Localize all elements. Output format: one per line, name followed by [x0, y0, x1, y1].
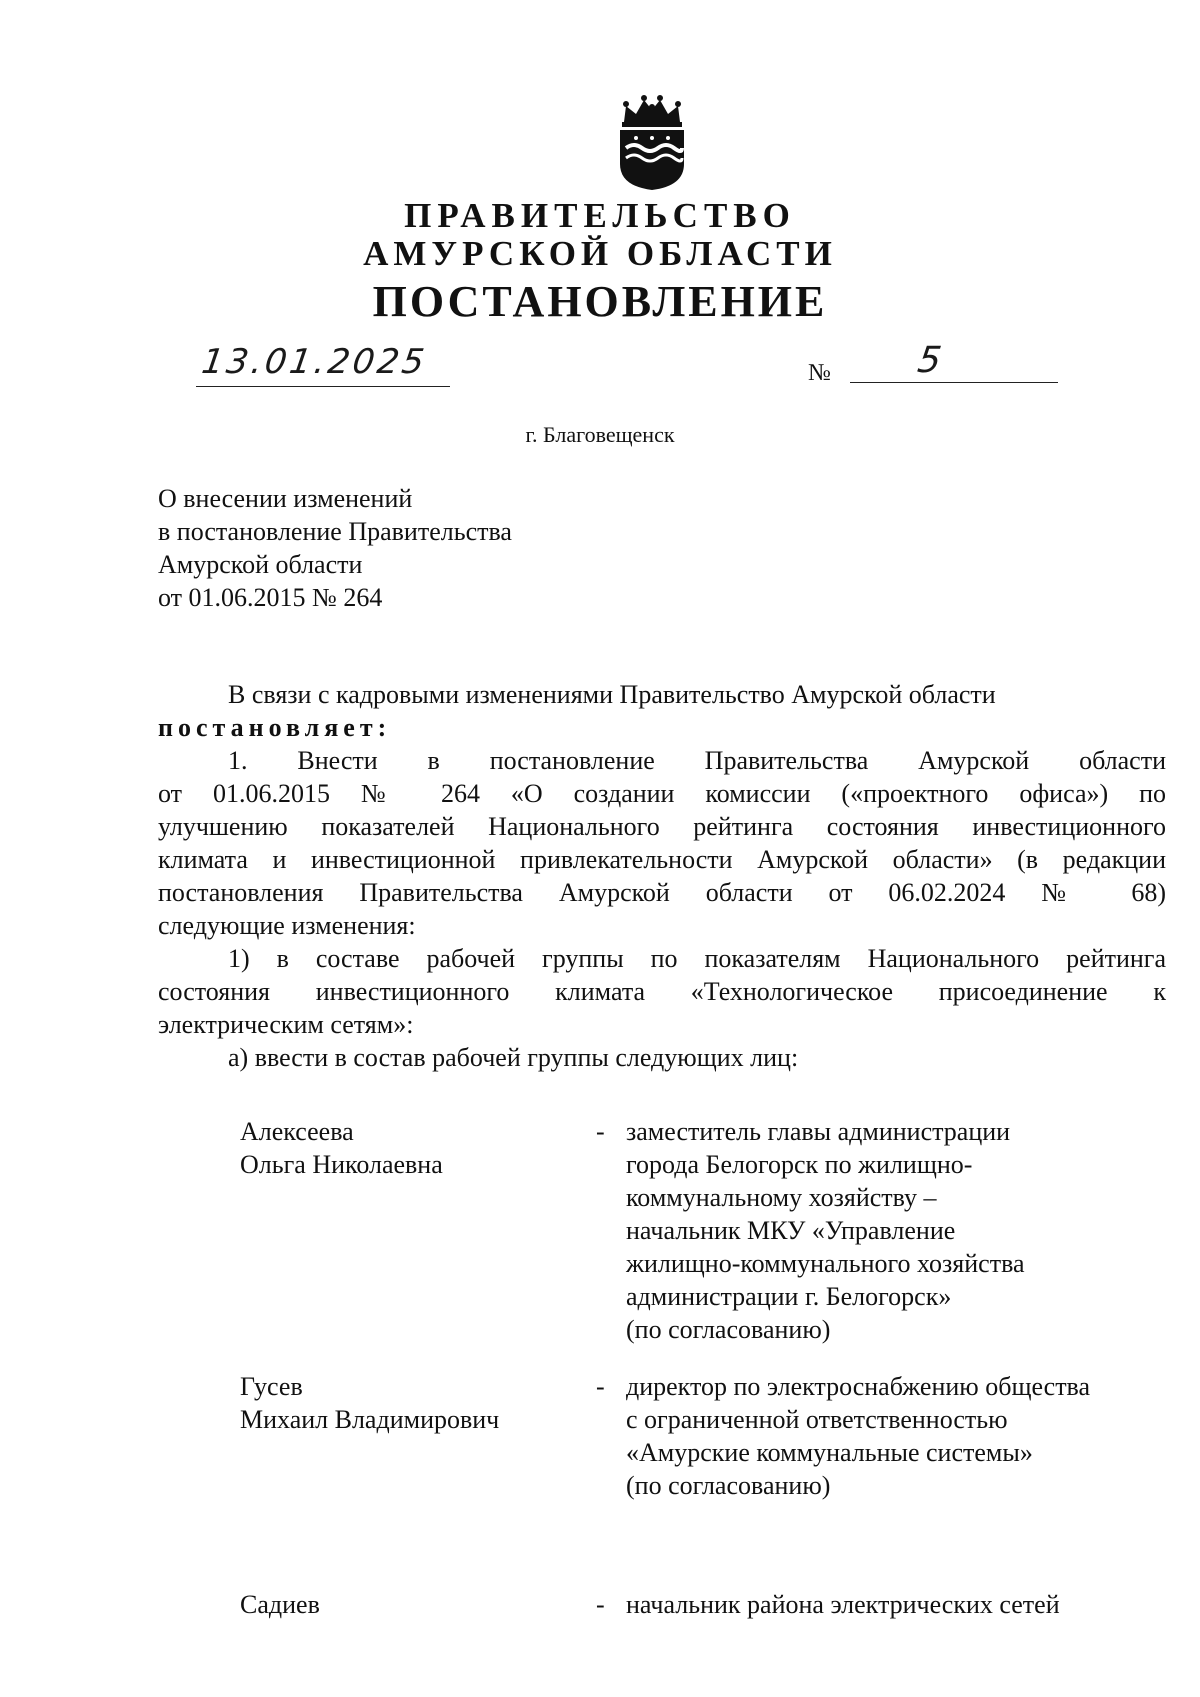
member-role-line: директор по электроснабжению общества [626, 1372, 1091, 1401]
member-role-line: жилищно-коммунального хозяйства [626, 1249, 1025, 1278]
member-role-line: (по согласованию) [626, 1471, 831, 1500]
member-role-line: начальник МКУ «Управление [626, 1216, 956, 1245]
decree-body [158, 678, 1166, 1074]
item1-line: улучшению показателей Национального рейтинга состояния инвестиционного [158, 812, 1166, 841]
item1-line: 1. Внести в постановление Правительства Амурской области [228, 746, 1166, 775]
member-role-line: «Амурские коммунальные системы» [626, 1438, 1033, 1467]
subitem1-line: состояния инвестиционного климата «Технологическое присоединение к [158, 977, 1166, 1006]
preamble-text: В связи с кадровыми изменениями Правительство Амурской области [228, 680, 996, 709]
item1-line: климата и инвестиционной привлекательности Амурской области» (в редакции [158, 845, 1166, 874]
subitem1-line: 1) в составе рабочей группы по показателям Национального рейтинга [228, 944, 1166, 973]
member-dash: - [596, 1590, 605, 1619]
item1-line: от 01.06.2015 № 264 «О создании комиссии («проектного офиса») по [158, 779, 1166, 808]
member-surname: Гусев [240, 1372, 303, 1401]
member-role-line: заместитель главы администрации [626, 1117, 1011, 1146]
decree-number-field [850, 340, 1058, 383]
decree-city: г. Благовещенск [525, 422, 675, 447]
member-role-line: начальник района электрических сетей [626, 1590, 1060, 1619]
member-given-names: Михаил Владимирович [240, 1405, 500, 1434]
subject-line: О внесении изменений [158, 484, 413, 513]
item1-line: следующие изменения: [158, 911, 416, 940]
decree-number-label: № [808, 360, 831, 386]
decree-date-field [196, 342, 450, 387]
member-role [626, 1115, 1025, 1346]
member-given-names: Ольга Николаевна [240, 1150, 443, 1179]
member-role-line: коммунальному хозяйству – [626, 1183, 937, 1212]
member-role-line: с ограниченной ответственностью [626, 1405, 1008, 1434]
member-name [240, 1370, 499, 1436]
document-type-title: ПОСТАНОВЛЕНИЕ [372, 277, 828, 326]
member-surname: Садиев [240, 1590, 320, 1619]
member-role-line: администрации г. Белогорск» [626, 1282, 952, 1311]
member-role-line: города Белогорск по жилищно- [626, 1150, 973, 1179]
coat-of-arms-emblem-icon [612, 92, 692, 192]
member-role [626, 1588, 1060, 1621]
subject-line: в постановление Правительства [158, 517, 512, 546]
government-name-line1: ПРАВИТЕЛЬСТВО [404, 196, 796, 235]
subitem-a-text: а) ввести в состав рабочей группы следующих лиц: [228, 1043, 799, 1072]
member-name [240, 1115, 443, 1181]
resolves-word: постановляет: [158, 713, 392, 742]
member-role-line: (по согласованию) [626, 1315, 831, 1344]
subject-line: от 01.06.2015 № 264 [158, 583, 383, 612]
item1-line: постановления Правительства Амурской области от 06.02.2024 № 68) [158, 878, 1166, 907]
subitem1-line: электрическим сетям»: [158, 1010, 414, 1039]
decree-date-handwritten: 13.01.2025 [199, 342, 430, 382]
member-name [240, 1588, 320, 1621]
member-surname: Алексеева [240, 1117, 354, 1146]
subject-line: Амурской области [158, 550, 363, 579]
member-dash: - [596, 1117, 605, 1146]
government-name-line2: АМУРСКОЙ ОБЛАСТИ [363, 234, 837, 273]
member-role [626, 1370, 1090, 1502]
decree-subject [158, 482, 512, 614]
decree-number-handwritten: 5 [915, 340, 944, 381]
member-dash: - [596, 1372, 605, 1401]
